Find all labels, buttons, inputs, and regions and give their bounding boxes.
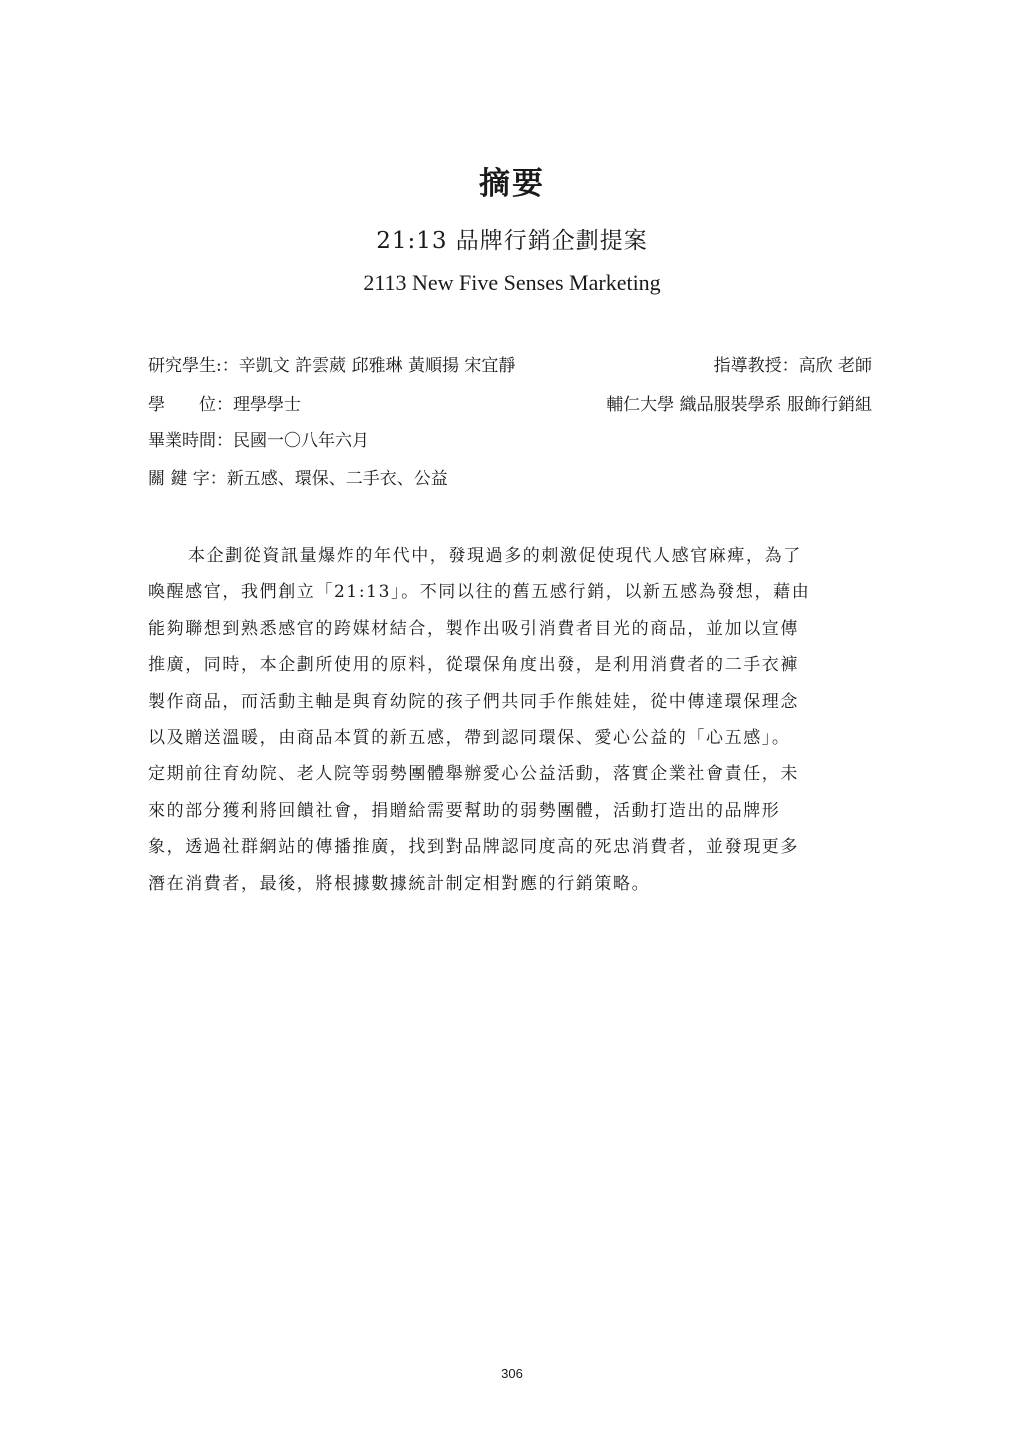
meta-row-keywords <box>148 465 872 493</box>
abstract-line: 定期前往育幼院、老人院等弱勢團體舉辦愛心公益活動，落實企業社會責任，未 <box>148 764 799 785</box>
department-text: 輔仁大學 織品服裝學系 服飾行銷組 <box>606 395 872 415</box>
abstract-line: 能夠聯想到熟悉感官的跨媒材結合，製作出吸引消費者目光的商品，並加以宣傳 <box>148 618 799 639</box>
keywords-text: 關 鍵 字：新五感、環保、二手衣、公益 <box>148 469 448 489</box>
abstract-line: 潛在消費者，最後，將根據數據統計制定相對應的行銷策略。 <box>148 873 651 894</box>
meta-row-students <box>148 352 872 380</box>
students-text: 研究學生:：辛凱文 許雲葳 邱雅琳 黃順揚 宋宜靜 <box>148 356 516 376</box>
abstract-title: 摘要 <box>479 166 545 202</box>
abstract-line: 來的部分獲利將回饋社會，捐贈給需要幫助的弱勢團體，活動打造出的品牌形 <box>148 800 781 821</box>
meta-row-degree <box>148 391 872 419</box>
abstract-line: 製作商品，而活動主軸是與育幼院的孩子們共同手作熊娃娃，從中傳達環保理念 <box>148 691 799 712</box>
abstract-line: 本企劃從資訊量爆炸的年代中，發現過多的刺激促使現代人感官麻痺，為了 <box>188 546 802 566</box>
page-number: 306 <box>501 1366 523 1381</box>
project-title-english: 2113 New Five Senses Marketing <box>363 270 661 295</box>
abstract-line: 推廣，同時，本企劃所使用的原料，從環保角度出發，是利用消費者的二手衣褲 <box>148 655 799 676</box>
abstract-body <box>148 538 872 902</box>
meta-row-graduation <box>148 427 872 455</box>
abstract-line: 以及贈送溫暖，由商品本質的新五感，帶到認同環保、愛心公益的「心五感」。 <box>148 727 791 748</box>
abstract-line: 喚醒感官，我們創立「21:13」。不同以往的舊五感行銷，以新五感為發想，藉由 <box>148 582 811 603</box>
graduation-text: 畢業時間：民國一〇八年六月 <box>148 431 369 451</box>
project-title-chinese: 21:13 品牌行銷企劃提案 <box>376 228 648 254</box>
abstract-line: 象，透過社群網站的傳播推廣，找到對品牌認同度高的死忠消費者，並發現更多 <box>148 837 799 858</box>
advisor-text: 指導教授：高欣 老師 <box>713 356 872 376</box>
degree-text: 學 位：理學學士 <box>148 395 301 415</box>
